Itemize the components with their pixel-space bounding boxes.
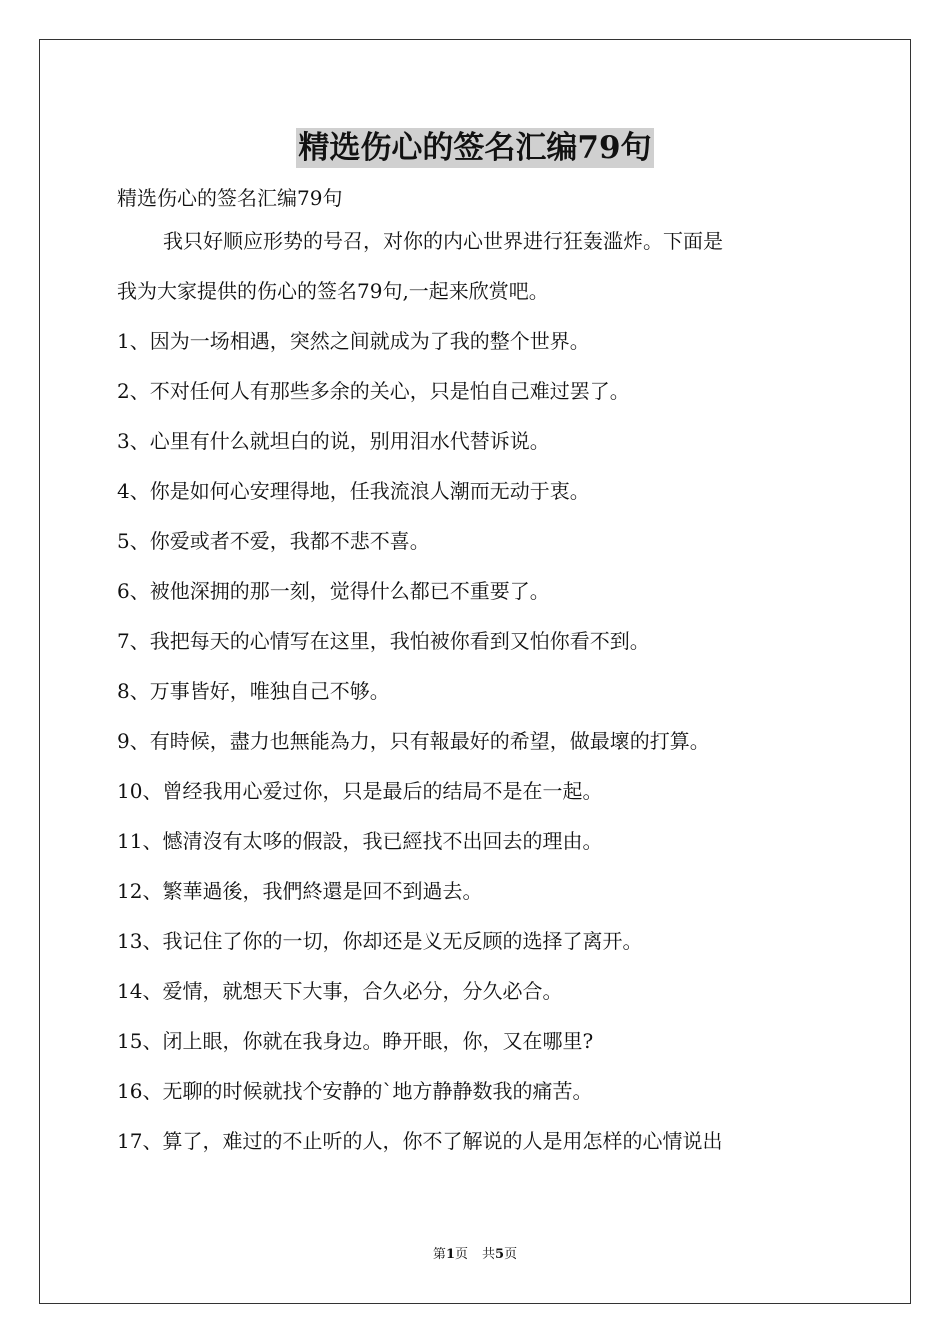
page-footer xyxy=(0,1246,950,1264)
list-item: 3、心里有什么就坦白的说，别用泪水代替诉说。 xyxy=(117,429,550,453)
list-item: 6、被他深拥的那一刻，觉得什么都已不重要了。 xyxy=(117,579,550,603)
intro-paragraph-line: 我为大家提供的伤心的签名79句,一起来欣赏吧。 xyxy=(117,279,549,303)
page-number-current: 1 xyxy=(445,1247,455,1262)
document-body xyxy=(117,178,837,1171)
list-item: 10、曾经我用心爱过你，只是最后的结局不是在一起。 xyxy=(117,779,603,803)
list-item: 15、闭上眼，你就在我身边。睁开眼，你，又在哪里? xyxy=(117,1029,594,1053)
list-item: 7、我把每天的心情写在这里，我怕被你看到又怕你看不到。 xyxy=(117,629,650,653)
list-item: 5、你爱或者不爱，我都不悲不喜。 xyxy=(117,529,430,553)
page-total-prefix: 共 xyxy=(482,1247,496,1262)
list-item: 17、算了，难过的不止听的人，你不了解说的人是用怎样的心情说出 xyxy=(117,1129,723,1153)
page-total-suffix: 页 xyxy=(504,1247,518,1262)
list-item: 12、繁華過後，我們終還是回不到過去。 xyxy=(117,879,483,903)
list-item: 4、你是如何心安理得地，任我流浪人潮而无动于衷。 xyxy=(117,479,590,503)
list-item: 11、憾清沒有太哆的假設，我已經找不出回去的理由。 xyxy=(117,829,603,853)
list-item: 8、万事皆好，唯独自己不够。 xyxy=(117,679,390,703)
list-item: 13、我记住了你的一切，你却还是义无反顾的选择了离开。 xyxy=(117,929,643,953)
list-item: 9、有時候，盡力也無能為力，只有報最好的希望，做最壞的打算。 xyxy=(117,729,710,753)
title-container xyxy=(0,128,950,168)
page-number-suffix: 页 xyxy=(454,1247,468,1262)
document-subtitle: 精选伤心的签名汇编79句 xyxy=(117,186,343,210)
list-item: 2、不对任何人有那些多余的关心，只是怕自己难过罢了。 xyxy=(117,379,630,403)
document-title: 精选伤心的签名汇编79句 xyxy=(298,130,652,166)
list-item: 16、无聊的时候就找个安静的`地方静静数我的痛苦。 xyxy=(117,1079,593,1103)
list-item: 14、爱情，就想天下大事，合久必分，分久必合。 xyxy=(117,979,563,1003)
list-item: 1、因为一场相遇，突然之间就成为了我的整个世界。 xyxy=(117,329,590,353)
intro-paragraph-line: 我只好顺应形势的号召，对你的内心世界进行狂轰滥炸。下面是 xyxy=(163,229,723,253)
page-total: 5 xyxy=(495,1247,505,1262)
page-number-prefix: 第 xyxy=(432,1247,446,1262)
